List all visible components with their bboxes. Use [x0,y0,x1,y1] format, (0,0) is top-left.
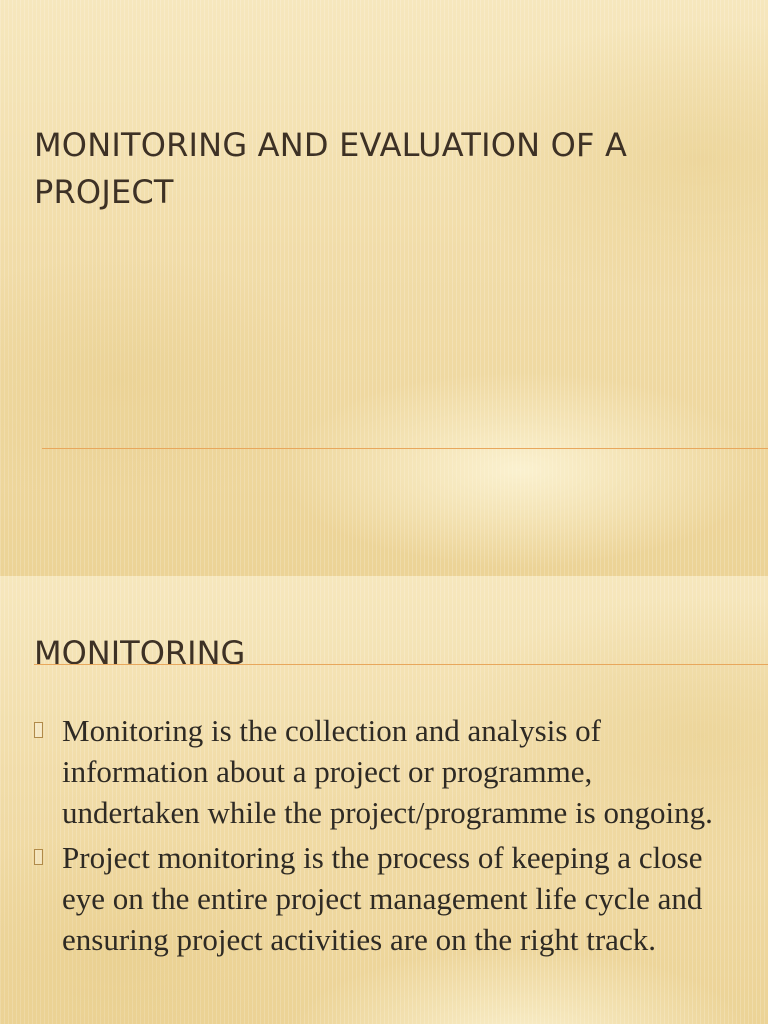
bullet-text: Project monitoring is the process of keeping a close eye on the entire project management life cycle and ensuring project activities are on the right track. [62,840,703,957]
heading-underline [34,664,768,665]
list-item [34,710,724,833]
divider-line [42,448,768,449]
slide-title: MONITORING AND EVALUATION OF A PROJECT [34,126,628,211]
bullet-icon [34,722,43,738]
list-item [34,837,724,960]
bullet-text: Monitoring is the collection and analysis of information about a project or programme, undertaken while the project/programme is ongoing. [62,713,713,830]
slide-heading: MONITORING [34,634,246,672]
bullet-icon [34,849,43,865]
slide-2 [0,576,768,1024]
bullet-list [34,710,724,964]
